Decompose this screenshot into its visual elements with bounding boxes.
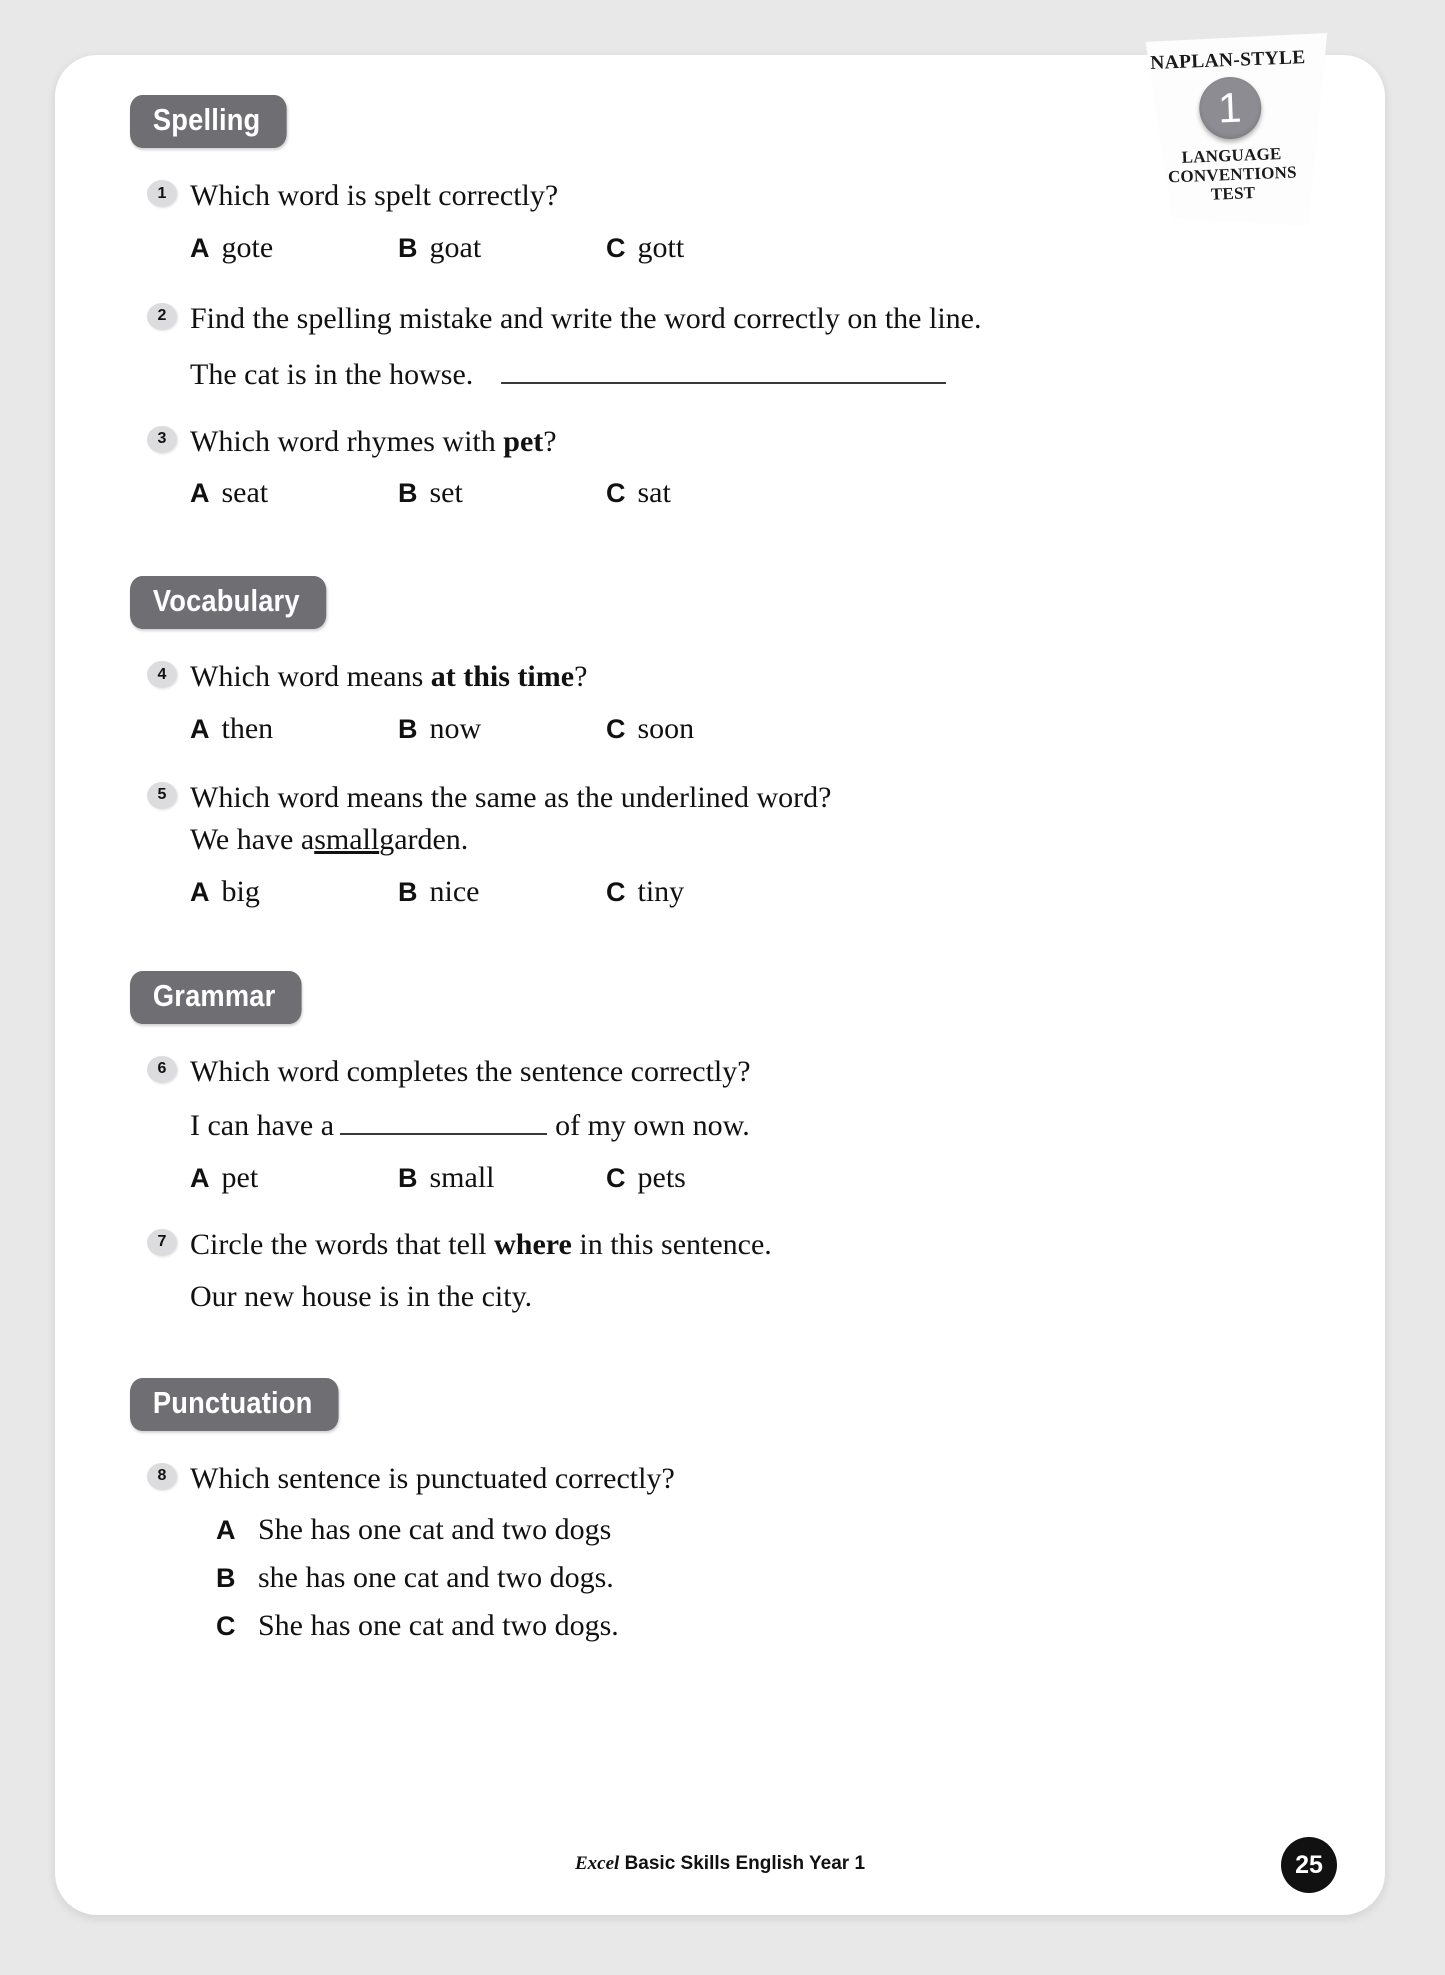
question-number-1: 1: [147, 180, 177, 207]
question-4-text-pre: Which word means: [190, 660, 431, 693]
option-4-c[interactable]: [606, 712, 694, 746]
option-text: She has one cat and two dogs.: [258, 1609, 619, 1642]
option-1-b[interactable]: [398, 231, 606, 265]
question-5-underlined-word: small: [314, 823, 380, 856]
option-5-c[interactable]: [606, 875, 684, 909]
option-3-a[interactable]: [190, 476, 398, 510]
question-4-text: [190, 657, 1365, 698]
option-letter: C: [216, 1611, 236, 1641]
question-number-5: 5: [147, 782, 177, 809]
question-3-keyword: pet: [503, 424, 544, 458]
question-number-7: 7: [147, 1229, 177, 1256]
question-5-sentence: [190, 820, 1365, 861]
option-8-c[interactable]: [216, 1609, 1365, 1643]
question-number-3: 3: [147, 426, 177, 453]
section-vocabulary: [75, 576, 1365, 909]
question-6: [75, 1052, 1365, 1195]
question-5-sentence-pre: We have a: [190, 823, 315, 856]
question-1-text: Which word is spelt correctly?: [190, 179, 559, 212]
question-6-text: Which word completes the sentence correctly?: [190, 1054, 751, 1088]
question-7-keyword: where: [494, 1227, 572, 1261]
option-letter: A: [190, 876, 210, 907]
option-8-a[interactable]: [216, 1513, 1365, 1547]
option-1-a[interactable]: [190, 231, 398, 265]
question-2-sentence: The cat is in the howse.: [190, 358, 474, 391]
badge-subtitle-line-1: LANGUAGE: [1181, 144, 1282, 167]
question-2-sentence-row: [190, 355, 1365, 396]
worksheet-page: [55, 55, 1385, 1915]
option-text: big: [221, 874, 260, 908]
section-header-punctuation: Punctuation: [130, 1378, 339, 1431]
option-letter: A: [190, 478, 210, 508]
section-punctuation: [75, 1378, 1365, 1644]
option-4-b[interactable]: [398, 712, 606, 746]
question-4-text-post: ?: [574, 660, 588, 693]
option-text: goat: [429, 230, 482, 264]
option-text: gote: [221, 230, 274, 264]
option-text: small: [429, 1160, 495, 1194]
question-7: [75, 1225, 1365, 1318]
option-8-b[interactable]: [216, 1561, 1365, 1595]
option-5-a[interactable]: [190, 875, 398, 909]
option-text: now: [429, 711, 482, 745]
option-letter: C: [606, 1162, 626, 1193]
section-header-spelling: Spelling: [130, 95, 287, 148]
question-2: [75, 299, 1365, 396]
option-1-c[interactable]: [606, 231, 684, 265]
question-3-options: [190, 476, 1365, 510]
option-text: nice: [429, 874, 480, 908]
question-8: [75, 1459, 1365, 1644]
question-5-options: [190, 875, 1365, 909]
option-letter: B: [398, 478, 418, 508]
option-6-c[interactable]: [606, 1161, 686, 1195]
option-text: seat: [221, 476, 269, 509]
question-3-text: [190, 422, 1365, 463]
footer-title: Basic Skills English Year 1: [619, 1853, 866, 1874]
option-letter: A: [190, 1162, 210, 1193]
badge-subtitle-line-2: CONVENTIONS: [1167, 162, 1298, 187]
option-text: pet: [221, 1160, 259, 1194]
answer-blank-question-6[interactable]: [340, 1133, 547, 1135]
page-number-badge: 25: [1281, 1837, 1337, 1893]
option-letter: C: [606, 478, 626, 508]
option-letter: B: [398, 232, 418, 263]
option-letter: C: [606, 232, 626, 263]
answer-line-question-2[interactable]: [501, 382, 946, 384]
option-6-b[interactable]: [398, 1161, 606, 1195]
question-3-text-post: ?: [543, 424, 557, 458]
option-letter: A: [190, 713, 210, 744]
question-7-text: [190, 1225, 1365, 1266]
question-8-text: Which sentence is punctuated correctly?: [190, 1461, 675, 1495]
option-text: set: [429, 476, 463, 509]
question-6-sentence: [190, 1106, 1365, 1147]
question-number-6: 6: [147, 1056, 177, 1083]
question-6-sentence-pre: I can have a: [190, 1109, 335, 1142]
section-header-vocabulary: Vocabulary: [130, 576, 326, 629]
question-7-text-pre: Circle the words that tell: [190, 1227, 495, 1261]
option-text: soon: [637, 711, 695, 745]
naplan-style-badge: [1123, 28, 1338, 226]
option-letter: B: [398, 876, 418, 907]
section-grammar: [75, 971, 1365, 1318]
option-5-b[interactable]: [398, 875, 606, 909]
option-text: tiny: [637, 874, 685, 908]
question-7-sentence: Our new house is in the city.: [190, 1280, 533, 1313]
option-3-b[interactable]: [398, 476, 606, 510]
question-3-text-pre: Which word rhymes with: [190, 424, 504, 458]
question-number-2: 2: [147, 303, 177, 330]
option-text: She has one cat and two dogs: [258, 1513, 612, 1546]
option-text: sat: [637, 476, 671, 509]
question-4-options: [190, 712, 1365, 746]
question-8-options: [216, 1513, 1365, 1643]
question-6-sentence-post: of my own now.: [555, 1109, 750, 1142]
worksheet-content: [75, 95, 1365, 1649]
option-letter: B: [216, 1563, 236, 1593]
question-number-8: 8: [147, 1463, 177, 1490]
question-5: [75, 778, 1365, 909]
option-letter: B: [398, 1162, 418, 1193]
question-5-sentence-post: garden.: [379, 823, 469, 856]
option-6-a[interactable]: [190, 1161, 398, 1195]
option-text: she has one cat and two dogs.: [258, 1561, 614, 1594]
question-6-options: [190, 1161, 1365, 1195]
option-letter: B: [398, 713, 418, 744]
option-4-a[interactable]: [190, 712, 398, 746]
question-4-keyword: at this time: [430, 660, 575, 693]
badge-number-circle: 1: [1198, 76, 1262, 140]
question-number-4: 4: [147, 661, 177, 688]
question-7-text-post: in this sentence.: [571, 1227, 772, 1261]
section-header-grammar: Grammar: [130, 971, 302, 1024]
question-2-text: Find the spelling mistake and write the word correctly on the line.: [190, 301, 982, 335]
question-1-options: [190, 231, 1365, 265]
option-letter: A: [216, 1515, 236, 1545]
option-text: gott: [637, 230, 685, 264]
question-5-text: Which word means the same as the underlined word?: [190, 780, 832, 814]
question-4: [75, 657, 1365, 746]
option-letter: C: [606, 713, 626, 744]
option-letter: C: [606, 876, 626, 907]
option-text: pets: [637, 1160, 686, 1194]
badge-title: NAPLAN-STYLE: [1149, 47, 1306, 75]
option-3-c[interactable]: [606, 476, 671, 510]
footer: [55, 1853, 1385, 1875]
option-text: then: [221, 711, 274, 745]
footer-brand: Excel: [574, 1853, 620, 1874]
question-3: [75, 422, 1365, 511]
badge-subtitle-line-3: TEST: [1210, 183, 1256, 204]
badge-subtitle: [1167, 144, 1298, 206]
badge-content: [1119, 24, 1341, 230]
option-letter: A: [190, 232, 210, 263]
